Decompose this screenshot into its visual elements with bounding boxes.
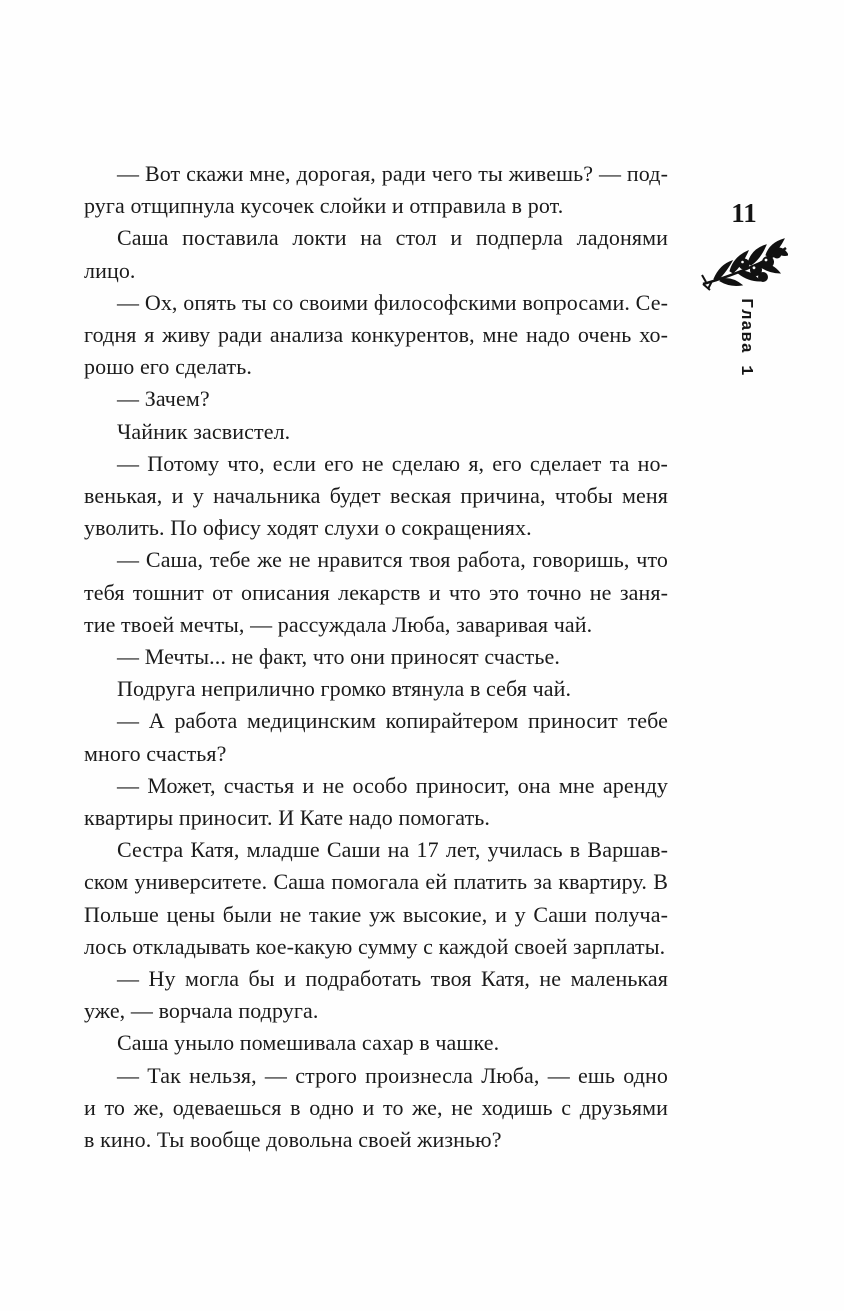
text-line: лось откладывать кое-какую сумму с каждой своей зарплаты. (84, 933, 666, 959)
paragraph (84, 641, 668, 673)
olive-branch-ornament (700, 237, 788, 291)
text-line: Польше цены были не такие уж высокие, и у Саши получа- (84, 901, 668, 927)
paragraph (84, 673, 668, 705)
paragraph (84, 544, 668, 641)
paragraph (84, 416, 668, 448)
text-line: — Так нельзя, — строго произнесла Люба, — ешь одно (117, 1062, 668, 1088)
text-line: уволить. По офису ходят слухи о сокращениях. (84, 515, 532, 541)
paragraph (84, 963, 668, 1027)
paragraph (84, 158, 668, 222)
margin-column (698, 200, 790, 291)
text-line: — Ну могла бы и подработать твоя Катя, не маленькая (117, 966, 668, 992)
text-line: — Мечты... не факт, что они приносят счастье. (117, 644, 560, 670)
text-line: руга отщипнула кусочек слойки и отправила в рот. (84, 193, 564, 219)
text-line: рошо его сделать. (84, 354, 252, 380)
paragraph (84, 705, 668, 769)
page-number: 11 (731, 198, 757, 228)
paragraph (84, 1027, 668, 1059)
text-line: и то же, одеваешься в одно и то же, не ходишь с друзьями (84, 1094, 668, 1120)
paragraph (84, 770, 668, 834)
paragraph (84, 383, 668, 415)
text-line: — Потому что, если его не сделаю я, его сделает та но- (117, 450, 668, 476)
text-line: уже, — ворчала подруга. (84, 998, 319, 1024)
text-line: годня я живу ради анализа конкурентов, мне надо очень хо- (84, 322, 668, 348)
text-line: венькая, и у начальника будет веская причина, чтобы меня (84, 483, 668, 509)
paragraph (84, 287, 668, 384)
text-line: — А работа медицинским копирайтером приносит тебе (117, 708, 668, 734)
text-line: тие твоей мечты, — рассуждала Люба, заваривая чай. (84, 611, 593, 637)
text-line: Сестра Катя, младше Саши на 17 лет, училась в Варшав- (117, 837, 668, 863)
text-line: много счастья? (84, 740, 227, 766)
paragraph (84, 834, 668, 963)
text-line: Подруга неприлично громко втянула в себя чай. (117, 676, 572, 702)
text-line: лицо. (84, 257, 136, 283)
chapter-label: Глава 1 (736, 298, 755, 377)
text-line: квартиры приносит. И Кате надо помогать. (84, 805, 491, 831)
text-line: ском университете. Саша помогала ей платить за квартиру. В (84, 869, 668, 895)
text-line: Саша поставила локти на стол и подперла ладонями (117, 225, 668, 251)
text-line: тебя тошнит от описания лекарств и что это точно не заня- (84, 579, 668, 605)
paragraph (84, 1060, 668, 1157)
text-line: — Вот скажи мне, дорогая, ради чего ты живешь? — под- (117, 161, 668, 186)
text-line: в кино. Ты вообще довольна своей жизнью? (84, 1127, 502, 1153)
text-line: — Ох, опять ты со своими философскими вопросами. Се- (117, 289, 668, 315)
text-line: Саша уныло помешивала сахар в чашке. (117, 1030, 500, 1056)
text-line: Чайник засвистел. (117, 418, 291, 444)
text-line: — Зачем? (117, 386, 210, 412)
paragraph (84, 222, 668, 286)
body-text (84, 158, 668, 1156)
text-line: — Саша, тебе же не нравится твоя работа, говоришь, что (117, 547, 668, 573)
paragraph (84, 448, 668, 545)
text-line: — Может, счастья и не особо приносит, она мне аренду (117, 772, 668, 798)
